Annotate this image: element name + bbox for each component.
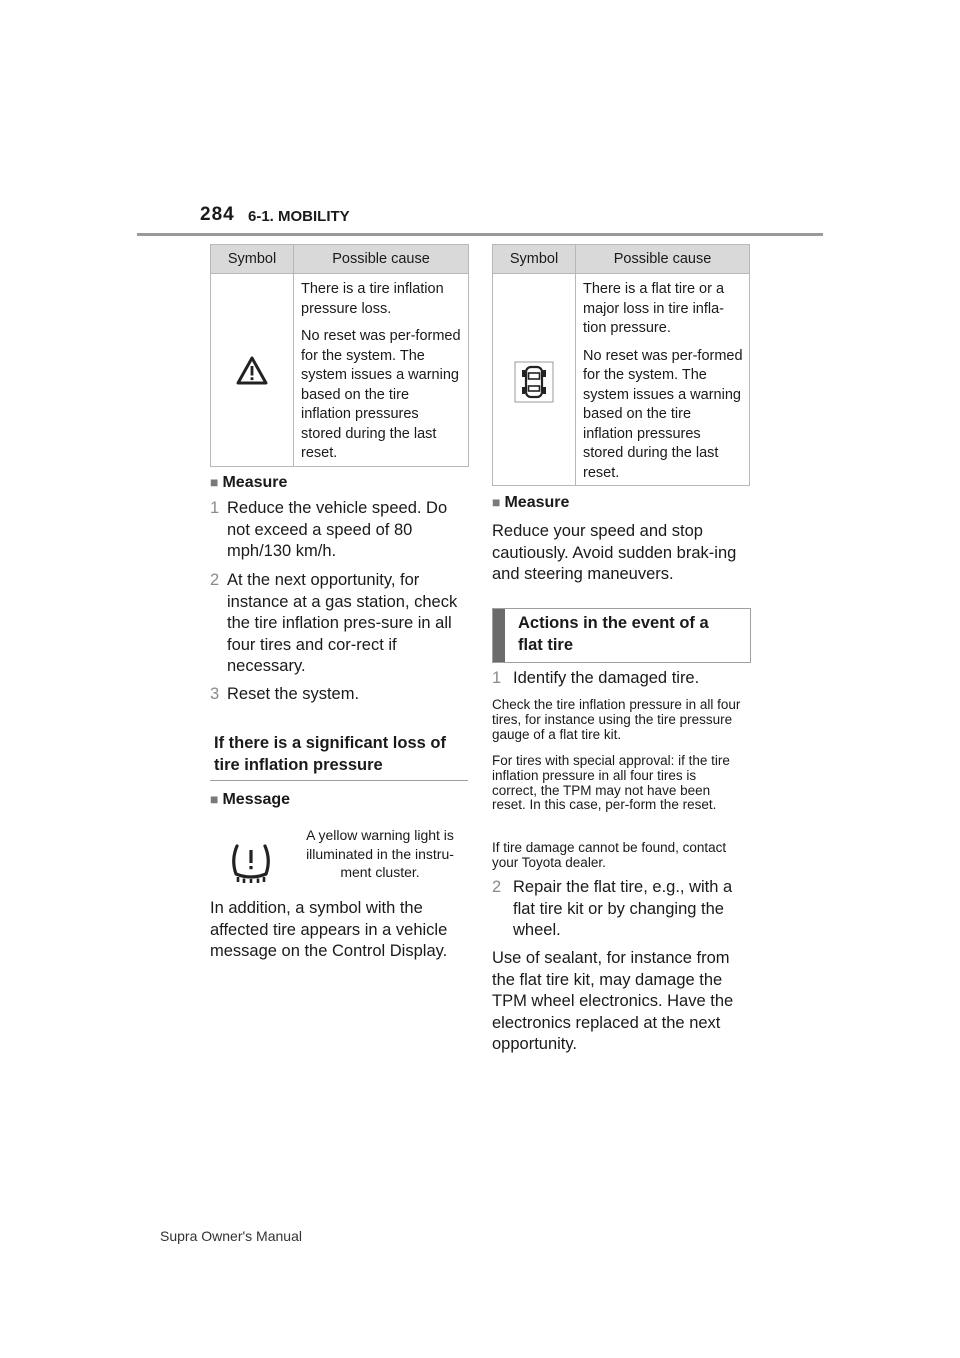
left-symbol-table xyxy=(210,244,469,467)
warning-triangle-icon xyxy=(236,356,268,390)
list-item: 1 Reduce the vehicle speed. Do not exceed a speed of 80 mph/130 km/h. xyxy=(210,499,448,560)
square-bullet-icon: ■ xyxy=(210,791,219,807)
symbol-column-header: Symbol xyxy=(493,245,576,274)
message-paragraph: In addition, a symbol with the affected tire appears in a vehicle message on the Control Display. xyxy=(210,899,448,960)
note-text: If tire damage cannot be found, contact your Toyota dealer. xyxy=(492,840,727,870)
cause-text: There is a tire inflation pressure loss. xyxy=(301,281,444,317)
heading-bar xyxy=(493,609,505,662)
symbol-cell xyxy=(493,274,576,486)
measure-heading: ■ Measure xyxy=(492,494,570,511)
subsection-heading: If there is a significant loss of tire inflation pressure xyxy=(210,727,468,781)
message-heading: ■ Message xyxy=(210,791,291,808)
subsection-heading: Actions in the event of a flat tire xyxy=(492,608,751,663)
warning-light-text: A yellow warning light is illuminated in the instru-ment cluster. xyxy=(306,827,454,880)
list-item: 3 Reset the system. xyxy=(210,685,360,703)
cause-column-header: Possible cause xyxy=(576,245,750,274)
list-item: 2 Repair the flat tire, e.g., with a flat tire kit or by changing the wheel. xyxy=(492,878,733,939)
right-symbol-table xyxy=(492,244,750,486)
note-text: For tires with special approval: if the tire inflation pressure in all four tires is correct, the TPM may not have been reset. In this case, per-form the reset. xyxy=(492,753,730,813)
symbol-cell xyxy=(211,274,294,467)
cause-column-header: Possible cause xyxy=(294,245,469,274)
sealant-paragraph: Use of sealant, for instance from the flat tire kit, may damage the TPM wheel electronics. Have the electronics replaced at the next opportunity. xyxy=(492,949,734,1053)
header-rule xyxy=(137,233,823,236)
note-text: Check the tire inflation pressure in all four tires, for instance using the tire pressure gauge of a flat tire kit. xyxy=(492,697,741,742)
measure-heading: ■ Measure xyxy=(210,474,288,491)
cause-text: There is a flat tire or a major loss in tire infla-tion pressure. xyxy=(583,281,725,336)
car-tire-position-icon xyxy=(514,361,554,407)
cause-cell xyxy=(294,274,469,467)
footer-text: Supra Owner's Manual xyxy=(160,1228,302,1244)
list-item: 2 At the next opportunity, for instance at a gas station, check the tire inflation pres-sure in all four tires and cor-rect if necessary. xyxy=(210,571,458,675)
section-title: 6-1. MOBILITY xyxy=(248,208,350,225)
square-bullet-icon: ■ xyxy=(492,494,501,510)
symbol-column-header: Symbol xyxy=(211,245,294,274)
page-number: 284 xyxy=(200,204,235,225)
cause-cell xyxy=(576,274,750,486)
measure-paragraph: Reduce your speed and stop cautiously. Avoid sudden brak-ing and steering maneuvers. xyxy=(492,522,737,583)
cause-text: No reset was per-formed for the system. The system issues a warning based on the tire inflation pressures stored during the last reset. xyxy=(301,328,461,461)
square-bullet-icon: ■ xyxy=(210,474,219,490)
tire-pressure-warning-icon xyxy=(228,842,274,889)
list-item: 1 Identify the damaged tire. xyxy=(492,669,700,687)
cause-text: No reset was per-formed for the system. The system issues a warning based on the tire inflation pressures stored during the last reset. xyxy=(583,347,743,481)
